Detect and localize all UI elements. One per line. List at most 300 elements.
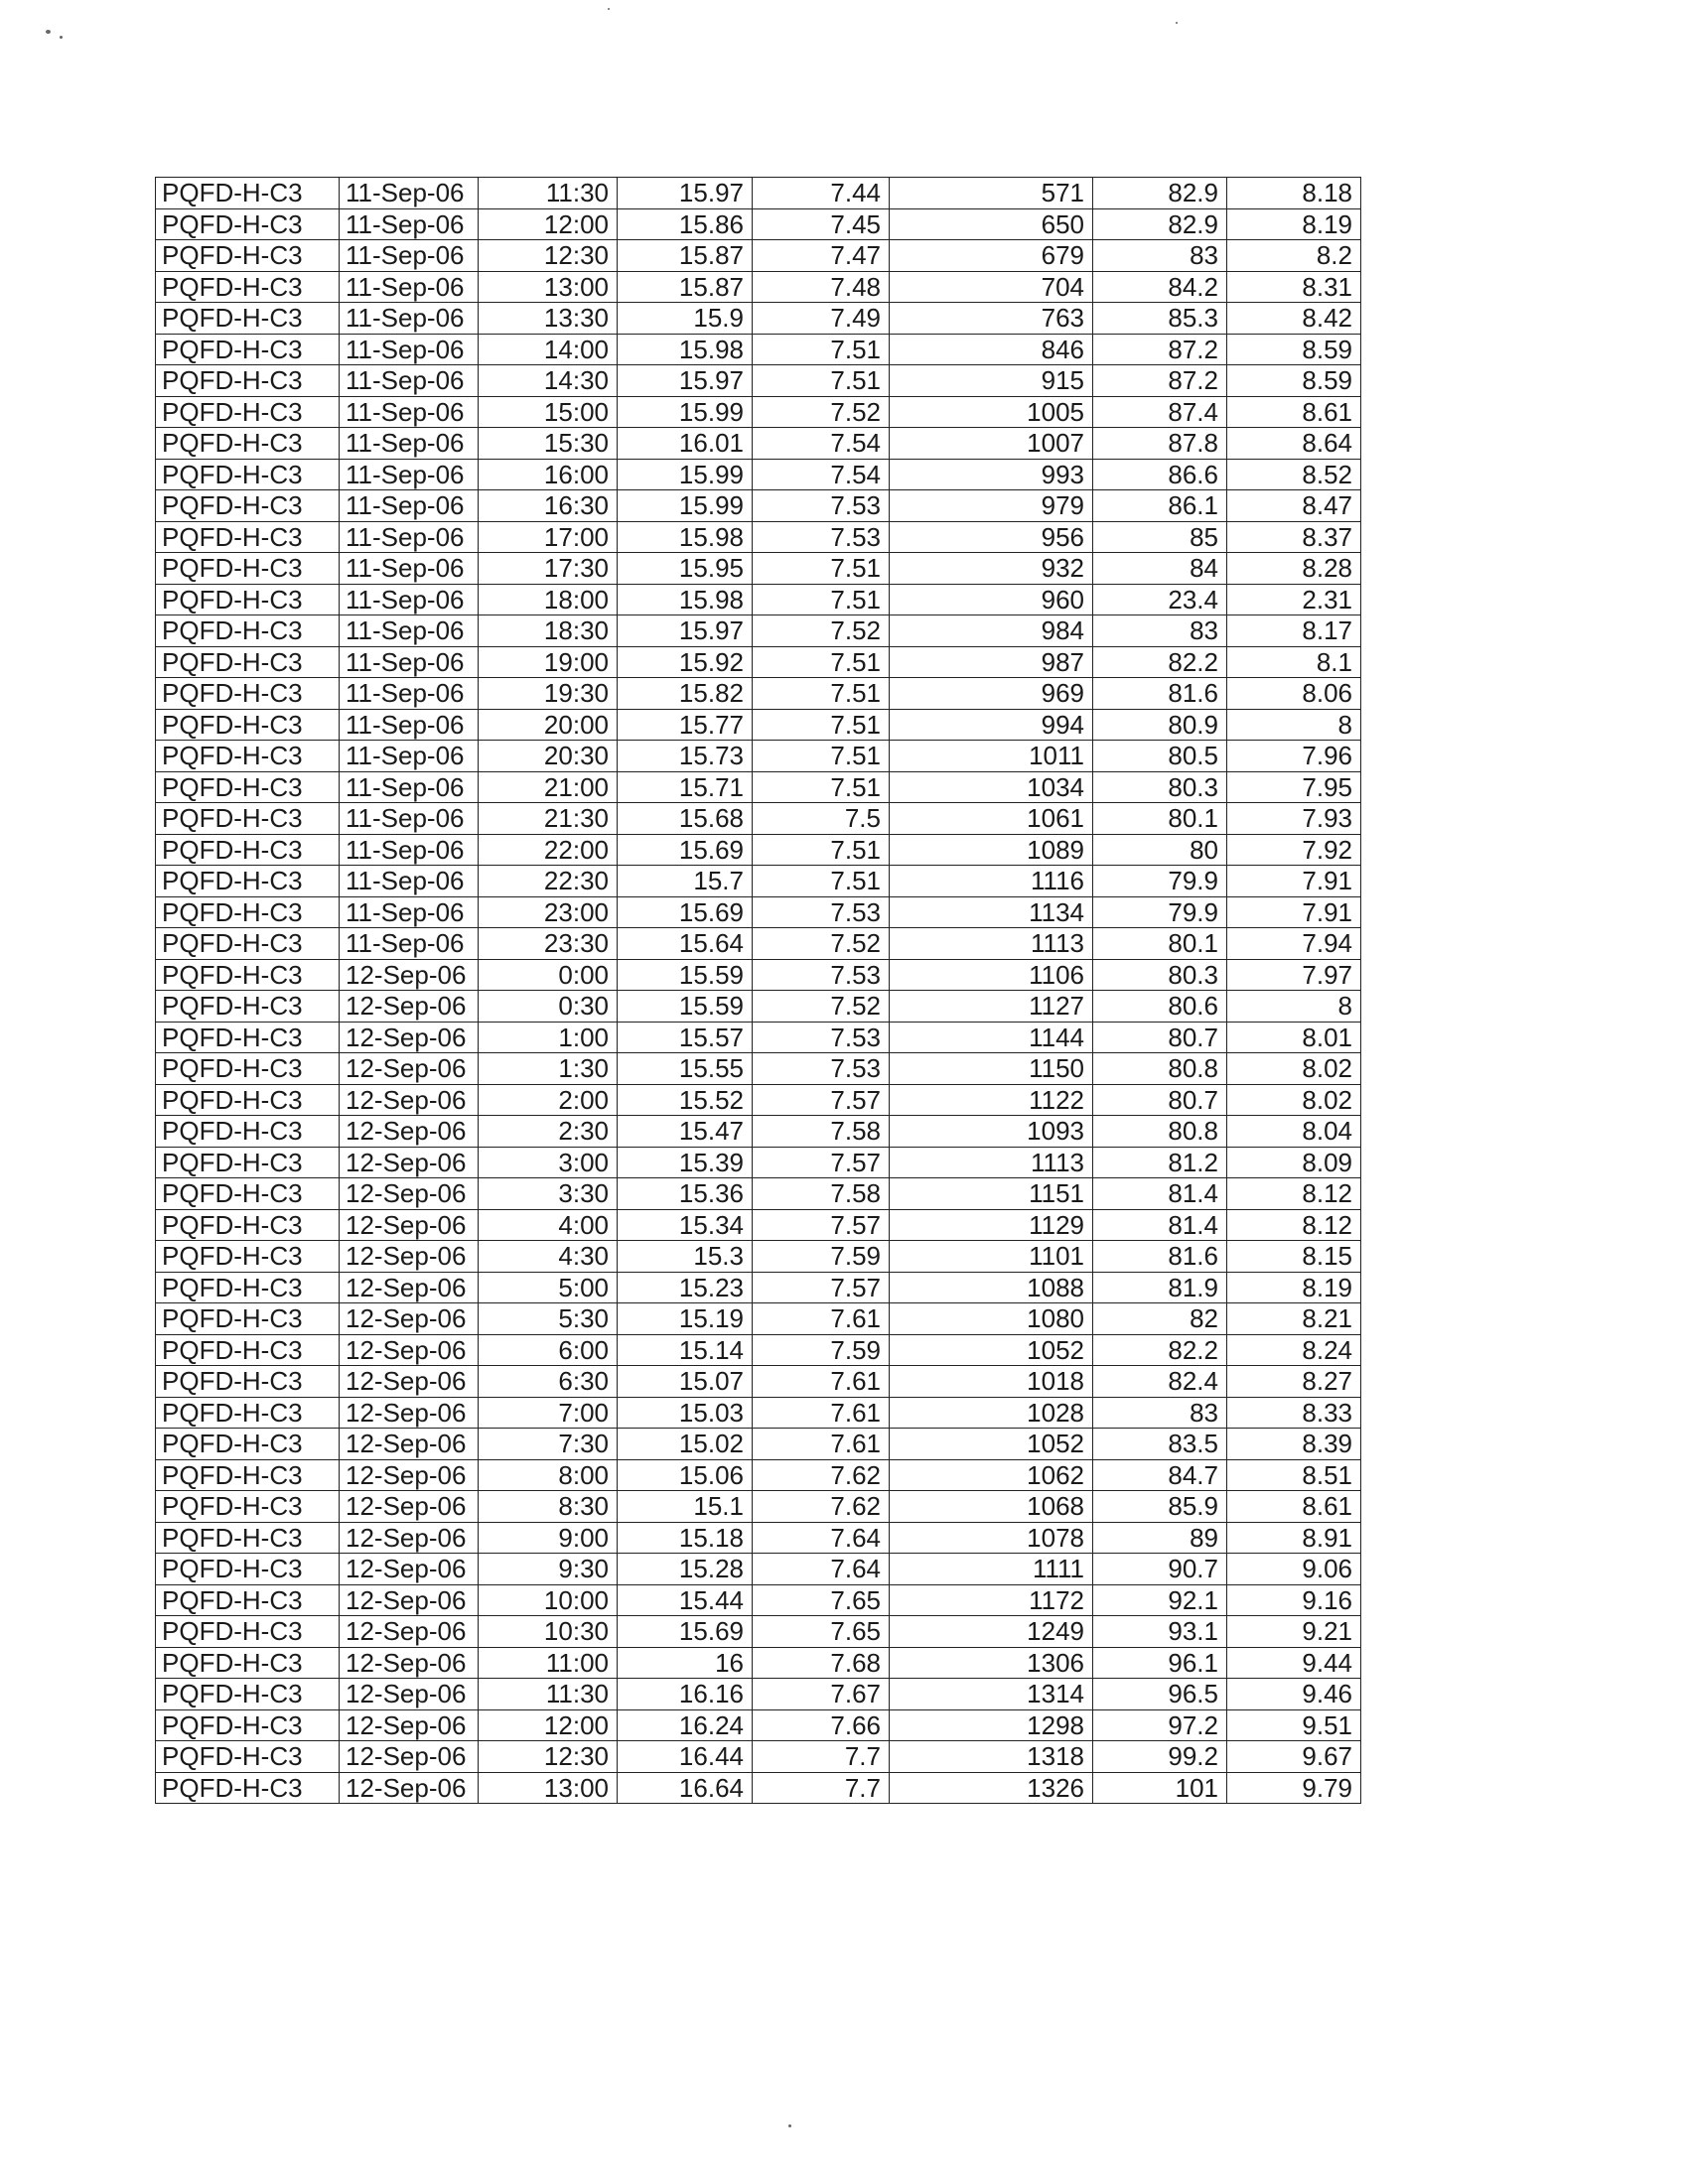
cell-col-c: 1005	[890, 396, 1093, 428]
cell-col-c: 994	[890, 709, 1093, 741]
cell-site: PQFD-H-C3	[156, 1647, 340, 1679]
cell-col-d: 23.4	[1093, 584, 1227, 615]
cell-site: PQFD-H-C3	[156, 1397, 340, 1429]
cell-site: PQFD-H-C3	[156, 1741, 340, 1773]
cell-col-b: 7.64	[753, 1522, 890, 1554]
cell-date: 12-Sep-06	[340, 1679, 479, 1710]
cell-time: 3:00	[479, 1147, 618, 1178]
cell-col-b: 7.5	[753, 803, 890, 835]
cell-col-e: 8.01	[1227, 1022, 1361, 1053]
cell-date: 12-Sep-06	[340, 1147, 479, 1178]
cell-col-a: 15.1	[618, 1491, 753, 1523]
cell-col-b: 7.51	[753, 646, 890, 678]
table-row	[156, 1584, 1361, 1616]
cell-col-c: 915	[890, 365, 1093, 397]
table-body	[156, 178, 1361, 1804]
cell-site: PQFD-H-C3	[156, 678, 340, 710]
cell-time: 19:30	[479, 678, 618, 710]
table-row	[156, 303, 1361, 335]
scan-speck	[608, 8, 610, 10]
cell-col-c: 846	[890, 334, 1093, 365]
table-row	[156, 1272, 1361, 1303]
cell-col-c: 1150	[890, 1053, 1093, 1085]
cell-date: 11-Sep-06	[340, 521, 479, 553]
cell-col-b: 7.52	[753, 396, 890, 428]
cell-col-e: 8.18	[1227, 178, 1361, 209]
cell-time: 23:00	[479, 896, 618, 928]
cell-date: 11-Sep-06	[340, 334, 479, 365]
cell-date: 12-Sep-06	[340, 1741, 479, 1773]
cell-col-b: 7.51	[753, 365, 890, 397]
cell-col-a: 15.7	[618, 866, 753, 897]
cell-site: PQFD-H-C3	[156, 396, 340, 428]
cell-col-d: 82.9	[1093, 208, 1227, 240]
cell-site: PQFD-H-C3	[156, 1241, 340, 1273]
cell-col-d: 80	[1093, 834, 1227, 866]
cell-col-e: 7.94	[1227, 928, 1361, 960]
cell-date: 12-Sep-06	[340, 1616, 479, 1648]
cell-col-b: 7.67	[753, 1679, 890, 1710]
cell-col-b: 7.58	[753, 1178, 890, 1210]
cell-col-a: 15.03	[618, 1397, 753, 1429]
cell-col-a: 15.34	[618, 1209, 753, 1241]
cell-col-b: 7.51	[753, 834, 890, 866]
cell-col-e: 8.04	[1227, 1116, 1361, 1148]
cell-date: 11-Sep-06	[340, 928, 479, 960]
cell-time: 5:00	[479, 1272, 618, 1303]
cell-col-e: 8.42	[1227, 303, 1361, 335]
cell-date: 12-Sep-06	[340, 1491, 479, 1523]
cell-site: PQFD-H-C3	[156, 1116, 340, 1148]
table-row	[156, 1491, 1361, 1523]
cell-time: 9:00	[479, 1522, 618, 1554]
cell-time: 1:30	[479, 1053, 618, 1085]
table-row	[156, 1679, 1361, 1710]
cell-col-c: 1080	[890, 1303, 1093, 1335]
cell-site: PQFD-H-C3	[156, 1334, 340, 1366]
cell-date: 12-Sep-06	[340, 1366, 479, 1398]
cell-col-b: 7.51	[753, 741, 890, 772]
cell-col-d: 84.7	[1093, 1459, 1227, 1491]
cell-col-e: 8.19	[1227, 208, 1361, 240]
cell-time: 12:00	[479, 208, 618, 240]
cell-col-b: 7.59	[753, 1334, 890, 1366]
cell-col-a: 15.06	[618, 1459, 753, 1491]
cell-time: 2:30	[479, 1116, 618, 1148]
cell-col-d: 93.1	[1093, 1616, 1227, 1648]
cell-col-a: 15.98	[618, 334, 753, 365]
cell-date: 11-Sep-06	[340, 178, 479, 209]
cell-time: 14:30	[479, 365, 618, 397]
cell-date: 11-Sep-06	[340, 396, 479, 428]
cell-col-c: 932	[890, 553, 1093, 585]
cell-col-a: 15.9	[618, 303, 753, 335]
cell-col-a: 15.23	[618, 1272, 753, 1303]
cell-col-e: 8.33	[1227, 1397, 1361, 1429]
table-row	[156, 834, 1361, 866]
cell-col-c: 1314	[890, 1679, 1093, 1710]
cell-col-c: 1122	[890, 1084, 1093, 1116]
cell-col-a: 15.68	[618, 803, 753, 835]
cell-site: PQFD-H-C3	[156, 1554, 340, 1585]
cell-site: PQFD-H-C3	[156, 1272, 340, 1303]
cell-date: 12-Sep-06	[340, 1772, 479, 1804]
cell-col-d: 80.3	[1093, 959, 1227, 991]
cell-col-a: 15.57	[618, 1022, 753, 1053]
cell-col-d: 80.8	[1093, 1053, 1227, 1085]
cell-site: PQFD-H-C3	[156, 521, 340, 553]
cell-site: PQFD-H-C3	[156, 1709, 340, 1741]
table-row	[156, 771, 1361, 803]
table-row	[156, 896, 1361, 928]
cell-site: PQFD-H-C3	[156, 1366, 340, 1398]
cell-date: 12-Sep-06	[340, 959, 479, 991]
cell-col-a: 15.99	[618, 459, 753, 490]
cell-date: 12-Sep-06	[340, 1397, 479, 1429]
cell-col-a: 15.71	[618, 771, 753, 803]
cell-col-e: 8.61	[1227, 396, 1361, 428]
cell-site: PQFD-H-C3	[156, 1303, 340, 1335]
cell-col-c: 987	[890, 646, 1093, 678]
cell-col-e: 8.28	[1227, 553, 1361, 585]
cell-col-d: 80.3	[1093, 771, 1227, 803]
cell-site: PQFD-H-C3	[156, 709, 340, 741]
cell-col-a: 15.69	[618, 1616, 753, 1648]
table-row	[156, 584, 1361, 615]
table-row	[156, 1772, 1361, 1804]
cell-col-d: 80.7	[1093, 1022, 1227, 1053]
cell-col-c: 1028	[890, 1397, 1093, 1429]
cell-col-d: 81.6	[1093, 678, 1227, 710]
cell-col-a: 15.02	[618, 1429, 753, 1460]
cell-col-b: 7.52	[753, 991, 890, 1023]
cell-time: 9:30	[479, 1554, 618, 1585]
cell-col-c: 1007	[890, 428, 1093, 460]
cell-col-a: 15.95	[618, 553, 753, 585]
cell-date: 12-Sep-06	[340, 991, 479, 1023]
cell-col-a: 16	[618, 1647, 753, 1679]
cell-col-b: 7.62	[753, 1491, 890, 1523]
cell-col-a: 15.69	[618, 896, 753, 928]
cell-col-b: 7.54	[753, 428, 890, 460]
cell-site: PQFD-H-C3	[156, 991, 340, 1023]
cell-col-d: 82	[1093, 1303, 1227, 1335]
cell-col-a: 15.77	[618, 709, 753, 741]
table-row	[156, 521, 1361, 553]
cell-col-b: 7.47	[753, 240, 890, 272]
cell-col-b: 7.7	[753, 1741, 890, 1773]
cell-col-b: 7.51	[753, 584, 890, 615]
cell-date: 11-Sep-06	[340, 896, 479, 928]
cell-date: 12-Sep-06	[340, 1584, 479, 1616]
cell-time: 14:00	[479, 334, 618, 365]
cell-col-b: 7.53	[753, 896, 890, 928]
cell-time: 0:30	[479, 991, 618, 1023]
cell-col-e: 2.31	[1227, 584, 1361, 615]
cell-time: 16:30	[479, 490, 618, 522]
cell-col-b: 7.53	[753, 490, 890, 522]
cell-site: PQFD-H-C3	[156, 584, 340, 615]
cell-col-d: 85.9	[1093, 1491, 1227, 1523]
cell-date: 12-Sep-06	[340, 1241, 479, 1273]
cell-time: 2:00	[479, 1084, 618, 1116]
cell-col-e: 8.2	[1227, 240, 1361, 272]
cell-date: 12-Sep-06	[340, 1084, 479, 1116]
cell-col-c: 1052	[890, 1334, 1093, 1366]
cell-col-b: 7.53	[753, 1053, 890, 1085]
cell-col-a: 15.36	[618, 1178, 753, 1210]
cell-col-b: 7.48	[753, 271, 890, 303]
table-row	[156, 1147, 1361, 1178]
cell-col-e: 8.21	[1227, 1303, 1361, 1335]
cell-col-d: 80.5	[1093, 741, 1227, 772]
table-row	[156, 490, 1361, 522]
cell-col-d: 80.1	[1093, 803, 1227, 835]
cell-site: PQFD-H-C3	[156, 178, 340, 209]
cell-date: 12-Sep-06	[340, 1522, 479, 1554]
table-row	[156, 1053, 1361, 1085]
table-row	[156, 1178, 1361, 1210]
cell-col-d: 81.4	[1093, 1209, 1227, 1241]
cell-col-b: 7.57	[753, 1209, 890, 1241]
cell-col-d: 79.9	[1093, 896, 1227, 928]
cell-col-a: 15.92	[618, 646, 753, 678]
cell-col-e: 8.91	[1227, 1522, 1361, 1554]
cell-col-e: 8.15	[1227, 1241, 1361, 1273]
cell-col-b: 7.66	[753, 1709, 890, 1741]
cell-col-c: 1018	[890, 1366, 1093, 1398]
cell-date: 12-Sep-06	[340, 1709, 479, 1741]
table-row	[156, 1241, 1361, 1273]
cell-site: PQFD-H-C3	[156, 1209, 340, 1241]
cell-col-e: 8.39	[1227, 1429, 1361, 1460]
cell-col-d: 81.4	[1093, 1178, 1227, 1210]
cell-site: PQFD-H-C3	[156, 959, 340, 991]
cell-time: 0:00	[479, 959, 618, 991]
table-row	[156, 365, 1361, 397]
cell-col-c: 993	[890, 459, 1093, 490]
cell-col-e: 9.51	[1227, 1709, 1361, 1741]
cell-time: 21:30	[479, 803, 618, 835]
table-row	[156, 1334, 1361, 1366]
cell-site: PQFD-H-C3	[156, 928, 340, 960]
table-row	[156, 334, 1361, 365]
cell-col-a: 15.3	[618, 1241, 753, 1273]
cell-col-b: 7.51	[753, 553, 890, 585]
cell-col-c: 1034	[890, 771, 1093, 803]
cell-time: 23:30	[479, 928, 618, 960]
table-row	[156, 271, 1361, 303]
cell-col-d: 87.2	[1093, 365, 1227, 397]
cell-col-b: 7.45	[753, 208, 890, 240]
cell-date: 11-Sep-06	[340, 741, 479, 772]
cell-date: 12-Sep-06	[340, 1647, 479, 1679]
cell-col-e: 7.91	[1227, 896, 1361, 928]
cell-col-d: 83	[1093, 615, 1227, 647]
cell-col-b: 7.57	[753, 1084, 890, 1116]
cell-col-d: 89	[1093, 1522, 1227, 1554]
cell-col-e: 7.96	[1227, 741, 1361, 772]
cell-site: PQFD-H-C3	[156, 208, 340, 240]
cell-site: PQFD-H-C3	[156, 459, 340, 490]
table-row	[156, 678, 1361, 710]
cell-time: 13:30	[479, 303, 618, 335]
table-row	[156, 240, 1361, 272]
cell-col-c: 1172	[890, 1584, 1093, 1616]
cell-site: PQFD-H-C3	[156, 615, 340, 647]
cell-date: 12-Sep-06	[340, 1272, 479, 1303]
cell-date: 12-Sep-06	[340, 1178, 479, 1210]
cell-site: PQFD-H-C3	[156, 1084, 340, 1116]
cell-col-a: 15.99	[618, 490, 753, 522]
table-row	[156, 1647, 1361, 1679]
table-row	[156, 615, 1361, 647]
cell-col-a: 15.18	[618, 1522, 753, 1554]
cell-site: PQFD-H-C3	[156, 866, 340, 897]
cell-time: 7:00	[479, 1397, 618, 1429]
cell-site: PQFD-H-C3	[156, 1772, 340, 1804]
cell-col-c: 1151	[890, 1178, 1093, 1210]
table-row	[156, 396, 1361, 428]
cell-col-a: 15.44	[618, 1584, 753, 1616]
cell-time: 16:00	[479, 459, 618, 490]
cell-col-d: 81.2	[1093, 1147, 1227, 1178]
cell-col-b: 7.7	[753, 1772, 890, 1804]
cell-site: PQFD-H-C3	[156, 1429, 340, 1460]
cell-date: 11-Sep-06	[340, 240, 479, 272]
cell-col-a: 15.87	[618, 240, 753, 272]
cell-col-c: 704	[890, 271, 1093, 303]
table-row	[156, 1741, 1361, 1773]
cell-col-a: 15.28	[618, 1554, 753, 1585]
cell-col-a: 15.87	[618, 271, 753, 303]
cell-site: PQFD-H-C3	[156, 1053, 340, 1085]
cell-col-c: 979	[890, 490, 1093, 522]
cell-col-e: 8.06	[1227, 678, 1361, 710]
cell-col-a: 15.97	[618, 365, 753, 397]
cell-col-b: 7.52	[753, 615, 890, 647]
cell-col-d: 82.2	[1093, 646, 1227, 678]
cell-time: 10:30	[479, 1616, 618, 1648]
cell-col-c: 1113	[890, 928, 1093, 960]
cell-col-d: 86.1	[1093, 490, 1227, 522]
cell-col-e: 9.46	[1227, 1679, 1361, 1710]
table-row	[156, 1366, 1361, 1398]
cell-col-a: 15.59	[618, 959, 753, 991]
cell-col-c: 1052	[890, 1429, 1093, 1460]
cell-site: PQFD-H-C3	[156, 1522, 340, 1554]
table-row	[156, 1554, 1361, 1585]
cell-col-b: 7.52	[753, 928, 890, 960]
cell-col-d: 79.9	[1093, 866, 1227, 897]
cell-time: 12:30	[479, 1741, 618, 1773]
cell-col-c: 984	[890, 615, 1093, 647]
cell-date: 11-Sep-06	[340, 646, 479, 678]
cell-col-d: 90.7	[1093, 1554, 1227, 1585]
cell-col-c: 1144	[890, 1022, 1093, 1053]
cell-site: PQFD-H-C3	[156, 428, 340, 460]
cell-col-b: 7.64	[753, 1554, 890, 1585]
table-row	[156, 741, 1361, 772]
cell-col-e: 8.09	[1227, 1147, 1361, 1178]
cell-col-d: 83	[1093, 240, 1227, 272]
cell-col-e: 8	[1227, 991, 1361, 1023]
table-row	[156, 1022, 1361, 1053]
cell-col-b: 7.65	[753, 1584, 890, 1616]
cell-col-e: 8.12	[1227, 1178, 1361, 1210]
cell-col-b: 7.61	[753, 1429, 890, 1460]
cell-col-a: 15.14	[618, 1334, 753, 1366]
cell-col-b: 7.51	[753, 334, 890, 365]
cell-time: 11:30	[479, 1679, 618, 1710]
table-row	[156, 866, 1361, 897]
table-row	[156, 428, 1361, 460]
cell-col-c: 1111	[890, 1554, 1093, 1585]
cell-col-c: 1093	[890, 1116, 1093, 1148]
cell-col-e: 8.37	[1227, 521, 1361, 553]
scan-speck	[60, 36, 63, 39]
cell-col-c: 571	[890, 178, 1093, 209]
cell-date: 11-Sep-06	[340, 678, 479, 710]
cell-col-e: 8.02	[1227, 1053, 1361, 1085]
cell-col-c: 969	[890, 678, 1093, 710]
cell-col-d: 83	[1093, 1397, 1227, 1429]
cell-col-a: 16.24	[618, 1709, 753, 1741]
cell-col-b: 7.57	[753, 1147, 890, 1178]
cell-col-c: 763	[890, 303, 1093, 335]
cell-time: 17:00	[479, 521, 618, 553]
cell-col-c: 1078	[890, 1522, 1093, 1554]
table-row	[156, 1429, 1361, 1460]
cell-site: PQFD-H-C3	[156, 240, 340, 272]
cell-col-c: 1116	[890, 866, 1093, 897]
cell-site: PQFD-H-C3	[156, 646, 340, 678]
cell-col-a: 15.69	[618, 834, 753, 866]
cell-col-b: 7.58	[753, 1116, 890, 1148]
cell-col-e: 9.79	[1227, 1772, 1361, 1804]
cell-col-b: 7.61	[753, 1366, 890, 1398]
cell-date: 11-Sep-06	[340, 365, 479, 397]
cell-date: 11-Sep-06	[340, 866, 479, 897]
cell-date: 12-Sep-06	[340, 1459, 479, 1491]
cell-col-e: 9.06	[1227, 1554, 1361, 1585]
cell-col-b: 7.65	[753, 1616, 890, 1648]
cell-date: 11-Sep-06	[340, 553, 479, 585]
cell-col-b: 7.53	[753, 959, 890, 991]
cell-time: 12:00	[479, 1709, 618, 1741]
cell-site: PQFD-H-C3	[156, 834, 340, 866]
table-row	[156, 1459, 1361, 1491]
cell-date: 12-Sep-06	[340, 1116, 479, 1148]
cell-time: 18:30	[479, 615, 618, 647]
cell-col-b: 7.49	[753, 303, 890, 335]
cell-date: 11-Sep-06	[340, 834, 479, 866]
cell-col-c: 1298	[890, 1709, 1093, 1741]
cell-col-d: 80.7	[1093, 1084, 1227, 1116]
cell-col-e: 8.47	[1227, 490, 1361, 522]
cell-col-b: 7.51	[753, 709, 890, 741]
cell-col-b: 7.44	[753, 178, 890, 209]
cell-col-a: 15.19	[618, 1303, 753, 1335]
cell-time: 6:00	[479, 1334, 618, 1366]
cell-date: 11-Sep-06	[340, 271, 479, 303]
cell-col-b: 7.59	[753, 1241, 890, 1273]
cell-col-a: 16.64	[618, 1772, 753, 1804]
cell-date: 11-Sep-06	[340, 208, 479, 240]
cell-col-a: 15.97	[618, 178, 753, 209]
cell-time: 21:00	[479, 771, 618, 803]
cell-col-c: 1068	[890, 1491, 1093, 1523]
